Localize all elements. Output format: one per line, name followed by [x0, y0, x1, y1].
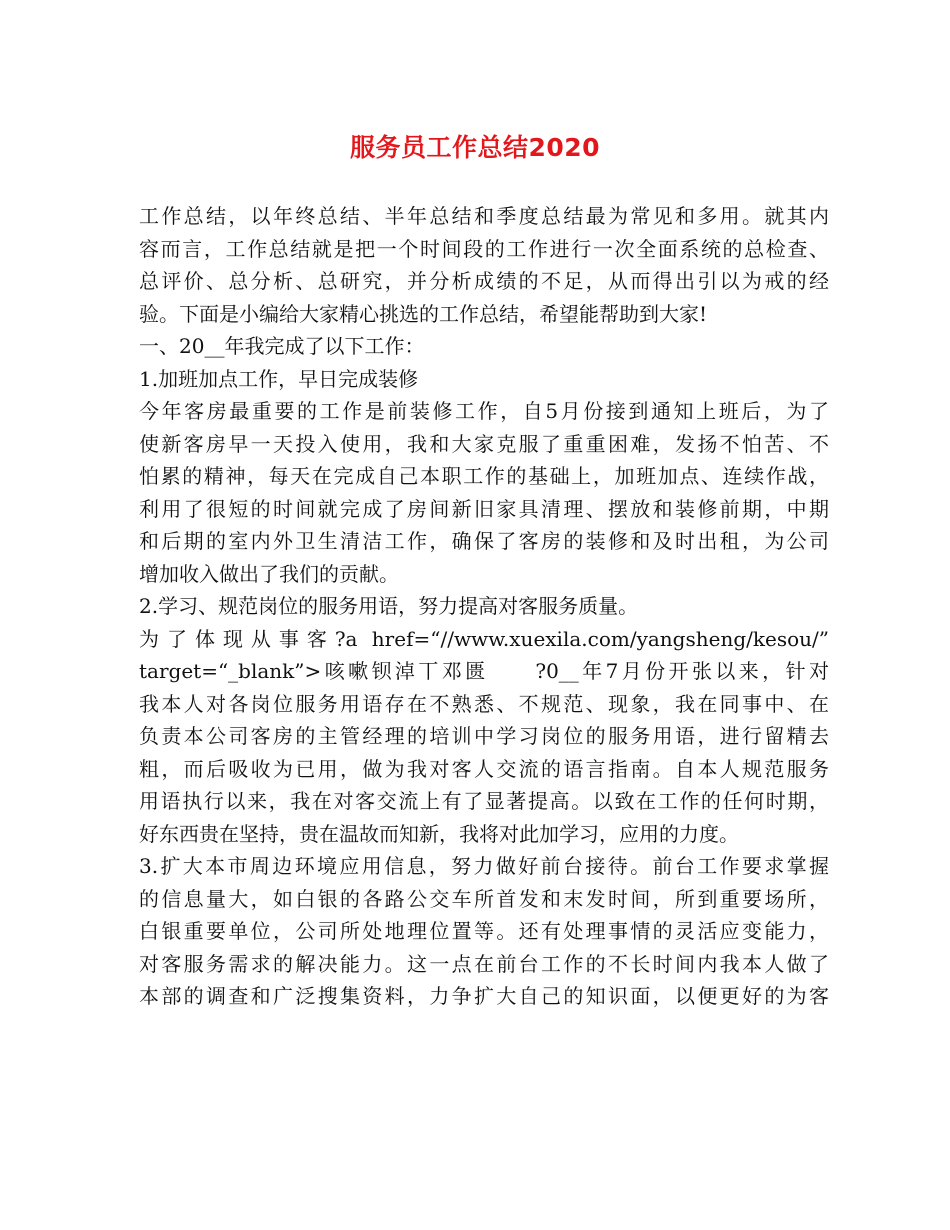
text-line: 增加收入做出了我们的贡献。: [139, 561, 399, 586]
text-line: 粗，而后吸收为已用，做为我对客人交流的语言指南。自本人规范服务: [139, 756, 829, 781]
subsection-heading: 3.扩大本市周边环境应用信息，努力做好前台接待。前台工作要求掌握: [139, 854, 829, 878]
text-line: 今年客房最重要的工作是前装修工作，自5月份接到通知上班后，为了: [139, 399, 829, 423]
text-line: 工作总结，以年终总结、半年总结和季度总结最为常见和多用。就其内: [139, 204, 829, 228]
text-line: 用语执行以来，我在对客交流上有了显著提高。以致在工作的任何时期，: [139, 789, 829, 813]
text-line: 我本人对各岗位服务用语存在不熟悉、不规范、现象，我在同事中、在: [139, 691, 829, 716]
text-line: 利用了很短的时间就完成了房间新旧家具清理、摆放和装修前期，中期: [139, 496, 829, 521]
text-line: 使新客房早一天投入使用，我和大家克服了重重困难，发扬不怕苦、不: [139, 431, 829, 456]
text-line: target=“_blank”>咳嗽钡淖丅邓匮 ?0__年7月份开张以来，针对: [139, 659, 829, 683]
text-line: 对客服务需求的解决能力。这一点在前台工作的不长时间内我本人做了: [139, 951, 829, 976]
text-line: 本部的调查和广泛搜集资料，力争扩大自己的知识面，以便更好的为客: [139, 984, 829, 1008]
text-line: 白银重要单位，公司所处地理位置等。还有处理事情的灵活应变能力，: [139, 919, 829, 943]
text-line: 好东西贵在坚持，贵在温故而知新，我将对此加学习，应用的力度。: [139, 821, 739, 846]
document-title: 服务员工作总结2020: [349, 133, 601, 162]
text-line: 为了体现从事客?a href=“//www.xuexila.com/yangsheng/kesou/”: [139, 626, 829, 651]
text-line: 容而言，工作总结就是把一个时间段的工作进行一次全面系统的总检查、: [139, 236, 829, 261]
document-body: [139, 200, 829, 1013]
text-line: 负责本公司客房的主管经理的培训中学习岗位的服务用语，进行留精去: [139, 724, 829, 748]
text-line: 怕累的精神，每天在完成自己本职工作的基础上，加班加点、连续作战，: [139, 464, 829, 488]
section-heading: 一、20__年我完成了以下工作：: [139, 334, 425, 358]
subsection-heading: 2.学习、规范岗位的服务用语，努力提高对客服务质量。: [139, 594, 639, 618]
text-line: 验。下面是小编给大家精心挑选的工作总结，希望能帮助到大家!: [139, 301, 708, 326]
subsection-heading: 1.加班加点工作，早日完成装修: [139, 366, 419, 391]
text-line: 的信息量大，如白银的各路公交车所首发和末发时间，所到重要场所，: [139, 886, 829, 911]
text-line: 和后期的室内外卫生清洁工作，确保了客房的装修和及时出租，为公司: [139, 529, 829, 553]
text-line: 总评价、总分析、总研究，并分析成绩的不足，从而得出引以为戒的经: [139, 269, 829, 293]
